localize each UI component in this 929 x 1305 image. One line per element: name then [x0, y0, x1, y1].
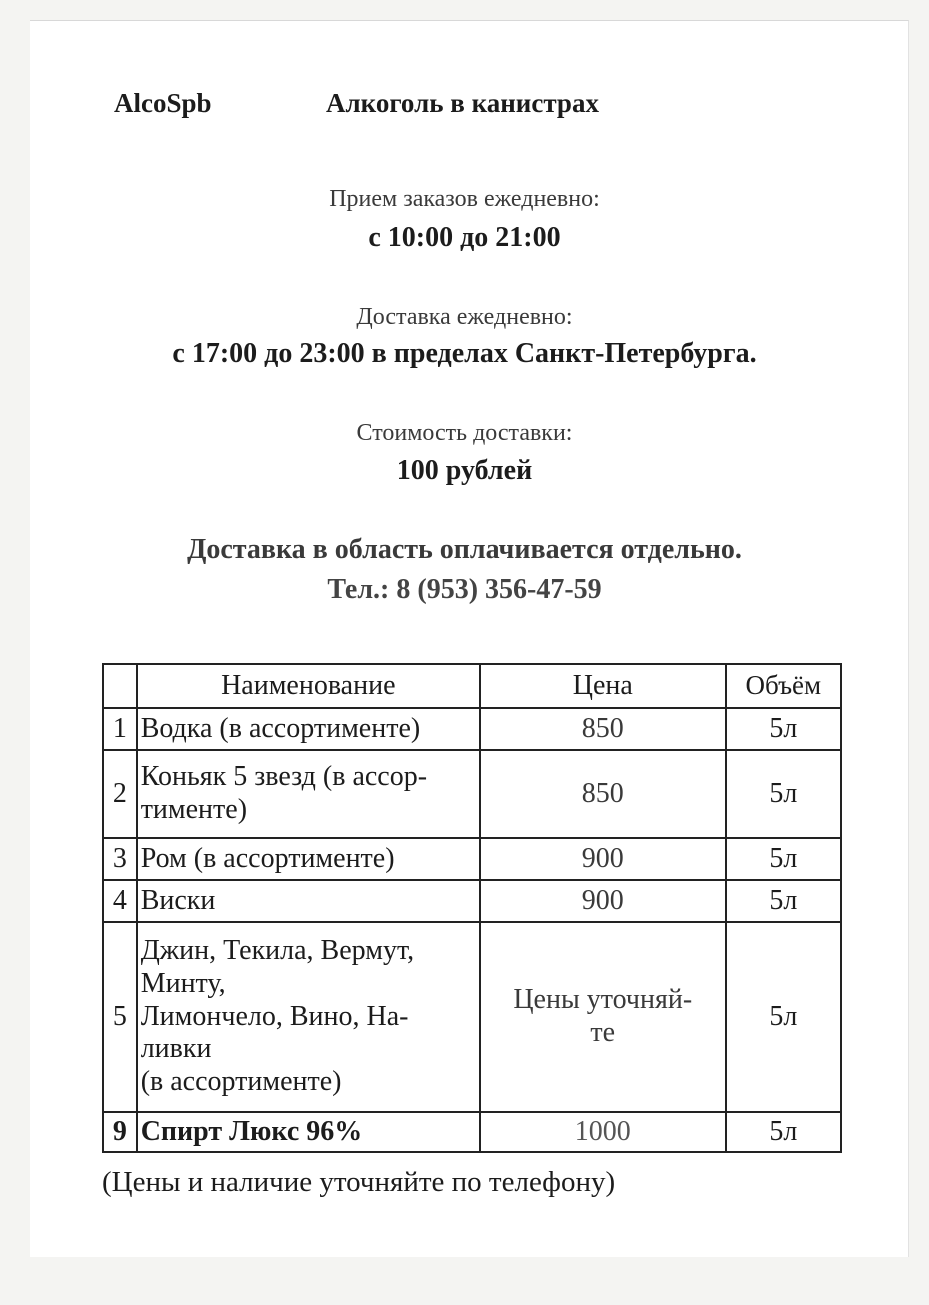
row-name — [137, 1112, 480, 1152]
row-name — [137, 838, 480, 880]
header-number — [103, 664, 137, 708]
orders-label: Прием заказов ежедневно: — [329, 186, 600, 212]
phone-number: Тел.: 8 (953) 356-47-59 — [327, 574, 602, 605]
row-number: 1 — [103, 708, 137, 750]
price-line: те — [590, 1017, 616, 1048]
name-line: Джин, Текила, Вермут, — [140, 935, 415, 967]
table-row — [103, 750, 841, 838]
row-volume: 5л — [726, 838, 841, 880]
delivery-cost-label: Стоимость доставки: — [356, 420, 573, 446]
row-name — [137, 708, 480, 750]
price-line: Цены уточняй- — [513, 984, 693, 1016]
row-name — [137, 750, 480, 838]
name-line: Спирт Люкс 96% — [140, 1115, 363, 1147]
orders-hours: с 10:00 до 21:00 — [368, 222, 561, 253]
table-row — [103, 708, 841, 750]
row-price — [480, 750, 726, 838]
name-line: тименте) — [140, 794, 248, 825]
price-line: 850 — [581, 712, 624, 744]
header-price: Цена — [480, 664, 726, 708]
price-table — [102, 663, 842, 1153]
brand-name: AlcoSpb — [114, 88, 212, 118]
footer-note: (Цены и наличие уточняйте по телефону) — [102, 1166, 616, 1198]
price-line: 900 — [581, 884, 624, 916]
delivery-cost-value: 100 рублей — [396, 455, 533, 486]
name-line: Лимончело, Вино, На- — [140, 1000, 409, 1032]
delivery-label: Доставка ежедневно: — [356, 304, 573, 330]
name-line: (в ассортименте) — [140, 1066, 342, 1098]
name-line: Минту, — [140, 967, 226, 999]
row-number: 2 — [103, 750, 137, 838]
row-number: 4 — [103, 880, 137, 922]
table-row — [103, 1112, 841, 1152]
row-volume: 5л — [726, 708, 841, 750]
table-row — [103, 838, 841, 880]
name-line: Виски — [140, 884, 216, 916]
price-line: 1000 — [574, 1115, 631, 1147]
row-volume: 5л — [726, 1112, 841, 1152]
region-delivery-note: Доставка в область оплачивается отдельно. — [187, 534, 742, 565]
row-number: 9 — [103, 1112, 137, 1152]
table-header-row — [103, 664, 841, 708]
price-line: 850 — [581, 777, 624, 809]
row-name — [137, 880, 480, 922]
row-price — [480, 708, 726, 750]
row-price — [480, 880, 726, 922]
name-line: Коньяк 5 звезд (в ассор- — [140, 761, 428, 793]
row-volume: 5л — [726, 750, 841, 838]
row-volume: 5л — [726, 880, 841, 922]
row-number: 5 — [103, 922, 137, 1112]
name-line: Водка (в ассортименте) — [140, 712, 421, 744]
row-price — [480, 1112, 726, 1152]
name-line: Ром (в ассортименте) — [140, 842, 395, 874]
table-row — [103, 880, 841, 922]
row-number: 3 — [103, 838, 137, 880]
price-line: 900 — [581, 842, 624, 874]
delivery-hours: с 17:00 до 23:00 в пределах Санкт-Петербурга. — [172, 338, 757, 369]
header-name: Наименование — [137, 664, 480, 708]
page-title: Алкоголь в канистрах — [326, 88, 599, 118]
name-line: ливки — [140, 1033, 212, 1065]
header-volume: Объём — [726, 664, 841, 708]
row-volume: 5л — [726, 922, 841, 1112]
table-row — [103, 922, 841, 1112]
row-name — [137, 922, 480, 1112]
row-price — [480, 838, 726, 880]
row-price — [480, 922, 726, 1112]
